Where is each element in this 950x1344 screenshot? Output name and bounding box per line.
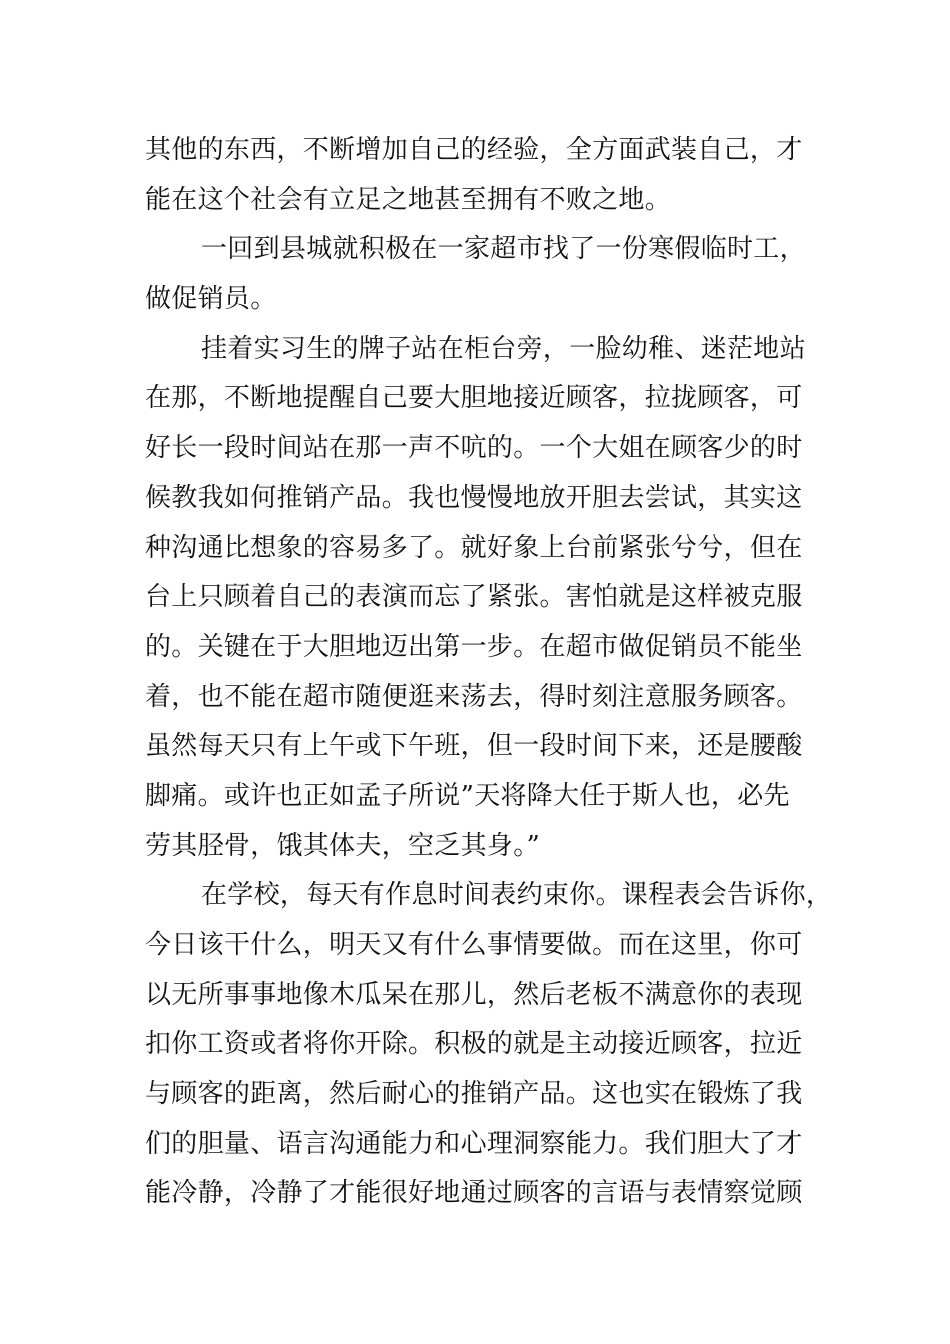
text-line: 一回到县城就积极在一家超市找了一份寒假临时工， bbox=[201, 234, 806, 265]
text-line: 种沟通比想象的容易多了。就好象上台前紧张兮兮，但在 bbox=[145, 532, 803, 563]
text-line: 候教我如何推销产品。我也慢慢地放开胆去尝试，其实这 bbox=[145, 482, 803, 513]
text-line: 好长一段时间站在那一声不吭的。一个大姐在顾客少的时 bbox=[145, 433, 803, 464]
document-body bbox=[145, 126, 833, 1219]
text-line: 劳其胫骨，饿其体夫，空乏其身。” bbox=[145, 830, 541, 861]
text-line: 与顾客的距离，然后耐心的推销产品。这也实在锻炼了我 bbox=[145, 1079, 803, 1110]
text-line: 台上只顾着自己的表演而忘了紧张。害怕就是这样被克服 bbox=[145, 582, 803, 613]
text-line: 挂着实习生的牌子站在柜台旁，一脸幼稚、迷茫地站 bbox=[201, 333, 806, 364]
text-line: 其他的东西，不断增加自己的经验，全方面武装自己，才 bbox=[145, 135, 803, 165]
text-line: 今日该干什么，明天又有什么事情要做。而在这里，你可 bbox=[145, 930, 803, 960]
text-line: 脚痛。或许也正如孟子所说”天将降大任于斯人也，必先 bbox=[145, 780, 790, 811]
text-line: 扣你工资或者将你开除。积极的就是主动接近顾客，拉近 bbox=[145, 1029, 803, 1060]
text-line: 在学校，每天有作息时间表约束你。课程表会告诉你， bbox=[201, 880, 833, 911]
text-line: 着，也不能在超市随便逛来荡去，得时刻注意服务顾客。 bbox=[145, 681, 803, 712]
text-line: 们的胆量、语言沟通能力和心理洞察能力。我们胆大了才 bbox=[145, 1128, 803, 1159]
text-line: 能冷静，冷静了才能很好地通过顾客的言语与表情察觉顾 bbox=[145, 1178, 803, 1209]
text-line: 能在这个社会有立足之地甚至拥有不败之地。 bbox=[145, 184, 672, 215]
text-line: 在那，不断地提醒自己要大胆地接近顾客，拉拢顾客，可 bbox=[145, 383, 803, 414]
text-line: 虽然每天只有上午或下午班，但一段时间下来，还是腰酸 bbox=[145, 731, 803, 762]
text-line: 的。关键在于大胆地迈出第一步。在超市做促销员不能坐 bbox=[145, 631, 803, 662]
text-line: 以无所事事地像木瓜呆在那儿，然后老板不满意你的表现 bbox=[145, 979, 803, 1010]
text-line: 做促销员。 bbox=[145, 284, 277, 315]
